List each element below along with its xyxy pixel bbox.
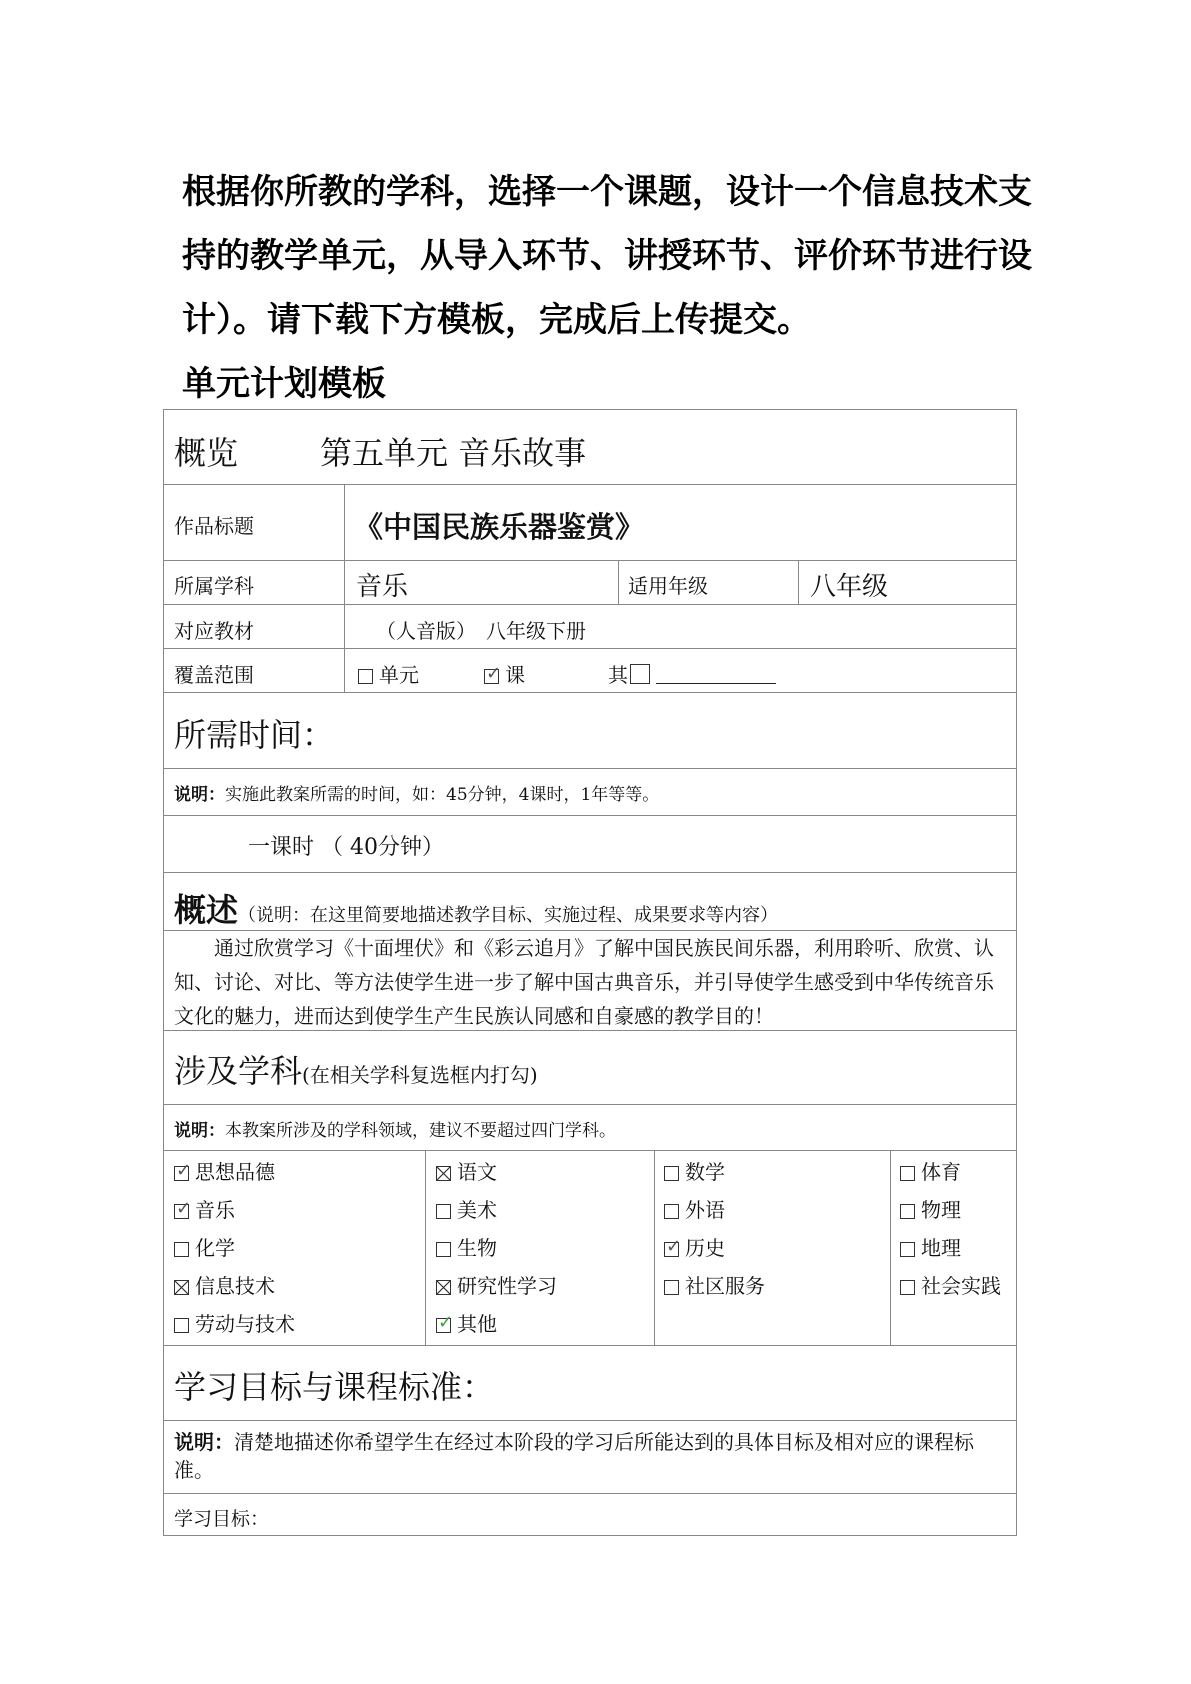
textbook-value: （人音版） 八年级下册 — [376, 619, 586, 643]
summary-body: 通过欣赏学习《十面埋伏》和《彩云追月》了解中国民族民间乐器，利用聆听、欣赏、认知、讨论、对比、等方法使学生进一步了解中国古典音乐，并引导使学生感受到中华传统音乐文化的魅力，进而达到使学生产生民族认同感和自豪感的教学目的！ — [174, 936, 994, 1028]
subject-option-label: 信息技术 — [195, 1274, 275, 1298]
subjects-note: 说明：本教案所涉及的学科领域，建议不要超过四门学科。 — [174, 1121, 616, 1141]
subject-option[interactable] — [900, 1270, 1001, 1299]
checked-box-icon[interactable] — [174, 1166, 189, 1181]
intro-line-3: 计）。请下载下方模板，完成后上传提交。 — [182, 300, 811, 340]
checkbox-icon[interactable] — [664, 1204, 679, 1219]
subject-option[interactable] — [436, 1270, 557, 1299]
coverage-option-lesson[interactable]: ✓ 课 — [484, 659, 525, 688]
subjects-heading-note: (在相关学科复选框内打勾) — [302, 1063, 538, 1087]
coverage-option-unit[interactable]: 单元 — [358, 659, 419, 688]
subject-option-label: 社区服务 — [685, 1274, 765, 1298]
subject-option-label: 历史 — [685, 1236, 725, 1260]
checkbox-icon[interactable] — [436, 1204, 451, 1219]
checkbox-icon[interactable] — [900, 1242, 915, 1257]
subject-option-label: 地理 — [921, 1236, 961, 1260]
unit-plan-table — [163, 409, 1017, 1536]
summary-note: （说明：在这里简要地描述教学目标、实施过程、成果要求等内容） — [238, 905, 779, 926]
overview-label: 概览 — [174, 434, 239, 472]
grade-label: 适用年级 — [628, 574, 708, 598]
subject-option[interactable] — [900, 1156, 961, 1185]
crossed-box-icon[interactable] — [174, 1280, 189, 1295]
summary-heading-row — [174, 885, 778, 931]
checked-box-icon[interactable] — [664, 1242, 679, 1257]
overview-unit: 第五单元 音乐故事 — [320, 434, 587, 472]
checkbox-icon[interactable] — [358, 669, 373, 684]
template-title: 单元计划模板 — [182, 364, 386, 404]
subject-option-label: 思想品德 — [195, 1160, 275, 1184]
subject-option-label: 生物 — [457, 1236, 497, 1260]
intro-line-2: 持的教学单元，从导入环节、讲授环节、评价环节进行设 — [182, 236, 1032, 276]
subject-value: 音乐 — [356, 572, 409, 602]
goals-field-label: 学习目标： — [174, 1508, 270, 1530]
subject-option[interactable] — [664, 1156, 725, 1185]
subject-option[interactable] — [436, 1232, 497, 1261]
crossed-box-icon[interactable] — [436, 1280, 451, 1295]
checkbox-icon[interactable] — [900, 1280, 915, 1295]
subject-option-label: 美术 — [457, 1198, 497, 1222]
subject-option-label: 音乐 — [195, 1198, 235, 1222]
subject-option[interactable] — [174, 1232, 235, 1261]
checkbox-icon[interactable] — [900, 1204, 915, 1219]
checkbox-icon[interactable] — [664, 1280, 679, 1295]
work-title-label: 作品标题 — [174, 514, 254, 538]
checkbox-icon[interactable] — [900, 1166, 915, 1181]
subject-option-label: 化学 — [195, 1236, 235, 1260]
subject-option-label: 外语 — [685, 1198, 725, 1222]
goals-note: 说明：清楚地描述你希望学生在经过本阶段的学习后所能达到的具体目标及相对应的课程标准。 — [174, 1430, 974, 1482]
subject-option[interactable] — [174, 1308, 295, 1337]
subject-option-label: 社会实践 — [921, 1274, 1001, 1298]
time-value: 一课时 （ 40分钟） — [248, 835, 444, 860]
checkbox-icon[interactable] — [436, 1242, 451, 1257]
checkbox-icon[interactable] — [630, 664, 650, 684]
subject-option-label: 劳动与技术 — [195, 1312, 295, 1336]
goals-heading: 学习目标与课程标准： — [174, 1368, 495, 1406]
subject-label: 所属学科 — [174, 574, 254, 598]
work-title-value: 《中国民族乐器鉴赏》 — [354, 510, 645, 544]
subject-option[interactable] — [436, 1308, 497, 1337]
textbook-label: 对应教材 — [174, 619, 254, 643]
subject-option[interactable] — [436, 1194, 497, 1223]
subject-option[interactable] — [664, 1194, 725, 1223]
summary-heading: 概述 — [174, 891, 239, 929]
subjects-heading: 涉及学科 — [174, 1052, 303, 1090]
subject-option-label: 数学 — [685, 1160, 725, 1184]
checkbox-icon[interactable] — [664, 1166, 679, 1181]
subject-option-label: 体育 — [921, 1160, 961, 1184]
coverage-label: 覆盖范围 — [174, 663, 254, 687]
subject-option[interactable] — [900, 1232, 961, 1261]
subject-option-label: 研究性学习 — [457, 1274, 557, 1298]
checked-box-icon[interactable] — [484, 669, 499, 684]
time-heading: 所需时间： — [174, 716, 335, 754]
checked-box-icon[interactable] — [174, 1204, 189, 1219]
intro-text — [182, 160, 1032, 352]
subject-option[interactable] — [174, 1156, 275, 1185]
subject-option-label: 语文 — [457, 1160, 497, 1184]
subject-option[interactable] — [436, 1156, 497, 1185]
subject-option[interactable] — [174, 1270, 275, 1299]
subject-option[interactable] — [174, 1194, 235, 1223]
checked-box-icon[interactable] — [436, 1318, 451, 1333]
time-note: 说明：实施此教案所需的时间，如：45分钟，4课时，1年等等。 — [174, 785, 660, 805]
subject-option-label: 其他 — [457, 1312, 497, 1336]
intro-line-1: 根据你所教的学科，选择一个课题，设计一个信息技术支 — [182, 172, 1032, 212]
checkbox-icon[interactable] — [174, 1242, 189, 1257]
subject-option[interactable] — [900, 1194, 961, 1223]
subject-option-label: 物理 — [921, 1198, 961, 1222]
subject-option[interactable] — [664, 1270, 765, 1299]
checkbox-icon[interactable] — [174, 1318, 189, 1333]
coverage-option-other[interactable]: 其 — [608, 659, 776, 688]
subjects-heading-row — [174, 1046, 538, 1092]
other-blank-line[interactable] — [656, 665, 776, 684]
crossed-box-icon[interactable] — [436, 1166, 451, 1181]
subject-option[interactable] — [664, 1232, 725, 1261]
grade-value: 八年级 — [810, 572, 889, 602]
